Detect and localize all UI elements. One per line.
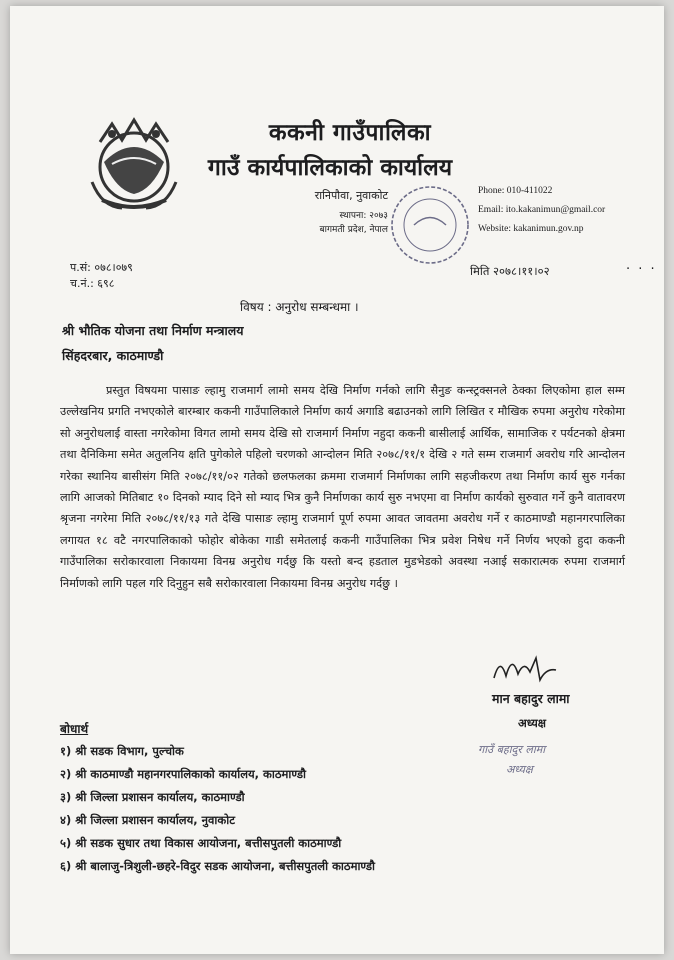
addressee-name: श्री भौतिक योजना तथा निर्माण मन्त्रालय [62, 323, 244, 338]
province: बागमती प्रदेश, नेपाल [319, 225, 388, 235]
nepal-emblem-icon [82, 112, 187, 217]
addressee-place: सिंहदरबार, काठमाण्डौ [62, 348, 164, 363]
signatory-name: मान बहादुर लामा [492, 691, 570, 706]
cc-heading: बोधार्थ [60, 722, 89, 736]
phone-number: Phone: 010-411022 [478, 186, 553, 196]
email-address: Email: ito.kakanimun@gmail.cor [478, 205, 606, 215]
office-subtitle: गाउँ कार्यपालिकाको कार्यालय [207, 155, 453, 181]
divider-dots: · · · [626, 262, 657, 277]
cc-item: ३) श्री जिल्ला प्रशासन कार्यालय, काठमाण्डौ [60, 790, 245, 804]
letter-number: प.सं: ०७८।०७९ [70, 261, 133, 274]
office-name: ककनी गाउँपालिका [268, 120, 432, 146]
letter-body: प्रस्तुत विषयमा पासाङ ल्हामु राजमार्ग लामो समय देखि निर्माण गर्नको लागि सैनुङ कन्स्ट्रक्सनले ठेक्का लिएकोमा हाल सम्म उल्लेखनिय प्रगति नभएकोले बारम्बार ककनी गाउँपालिकाले निर्माण कार्य अगाडि बढाउनको लागि लिखित र मौखिक रुपमा अनुरोध गरेकोमा सो अनुरोधलाई वास्ता नगरेकोमा विगत लामो समय देखि सो राजमार्ग निर्माण नहुदा ककनी बासीलाई आर्थिक, सामाजिक र पर्यटनको क्षेत्रमा तथा दैनिकिमा समेत अतुलनिय क्षति पुगेकोले पहिलो चरणको आन्दोलन मिति २०७८/११/१ देखि २ गते सम्म राजमार्ग अवरोध गरि आन्दोलन गरेका स्थानिय बासीसंग मिति २०७८/११/०२ गतेको छलफलका क्रममा राजमार्ग निर्माणका लागि सहजीकरण तथा निर्माण कार्य सुरु गर्नका लागि आजको मितिबाट १० दिनको म्याद दिने सो म्याद भित्र कुनै निर्माणका कार्य सुरु नभएमा वा निर्माण कार्यको सुरुवात गर्ने कुनै वातावरण श्रृजना नगरेमा मिति २०७८/११/१३ गते देखि पासाङ ल्हामु राजमार्ग पूर्ण रुपमा आवत जावतमा अवरोध गर्ने र काठमाण्डौ महानगरपालिका लगायत १८ वटै नगरपालिकाको फोहोर बोकेका गाडी समेतलाई ककनी गाउँपालिका भित्र प्रवेश निषेध गर्ने निर्णय भएको हुदा ककनी गाउँपालिका सरोकारवाला निकायमा विनम्र अनुरोध गर्दछु कि यस्तो बन्द हडताल मुडभेडको अवस्था नआई सकारात्मक रुपमा राजमार्ग निर्माणको लागि पहल गरि दिनुहुन सबै सरोकारवाला निकायमा विनम्र अनुरोध गर्दछु । [60, 384, 625, 590]
cc-item: १) श्री सडक विभाग, पुल्चोक [60, 744, 184, 758]
website-address: Website: kakanimun.gov.np [478, 224, 584, 234]
cc-item: ५) श्री सडक सुधार तथा विकास आयोजना, बत्तीसपुतली काठमाण्डौ [60, 836, 342, 850]
established-year: स्थापना: २०७३ [339, 211, 388, 221]
name-seal-line1: गाउँ बहादुर लामा [478, 743, 546, 756]
name-seal-line2: अध्यक्ष [506, 763, 533, 776]
office-address: रानिपौवा, नुवाकोट [314, 189, 388, 202]
letter-date: मिति २०७८।११।०२ [470, 264, 550, 278]
cc-item: ४) श्री जिल्ला प्रशासन कार्यालय, नुवाकोट [60, 813, 236, 827]
cc-item: २) श्री काठमाण्डौ महानगरपालिकाको कार्यालय, काठमाण्डौ [60, 767, 306, 781]
dispatch-number: च.नं.: ६९८ [70, 277, 115, 290]
letter-subject: विषय : अनुरोध सम्बन्धमा । [240, 300, 359, 314]
office-stamp-icon [380, 180, 480, 270]
cc-item: ६) श्री बालाजु-त्रिशुली-छहरे-विदुर सडक आयोजना, बत्तीसपुतली काठमाण्डौ [60, 859, 376, 873]
signature-icon [490, 650, 560, 690]
signatory-title: अध्यक्ष [518, 716, 547, 730]
